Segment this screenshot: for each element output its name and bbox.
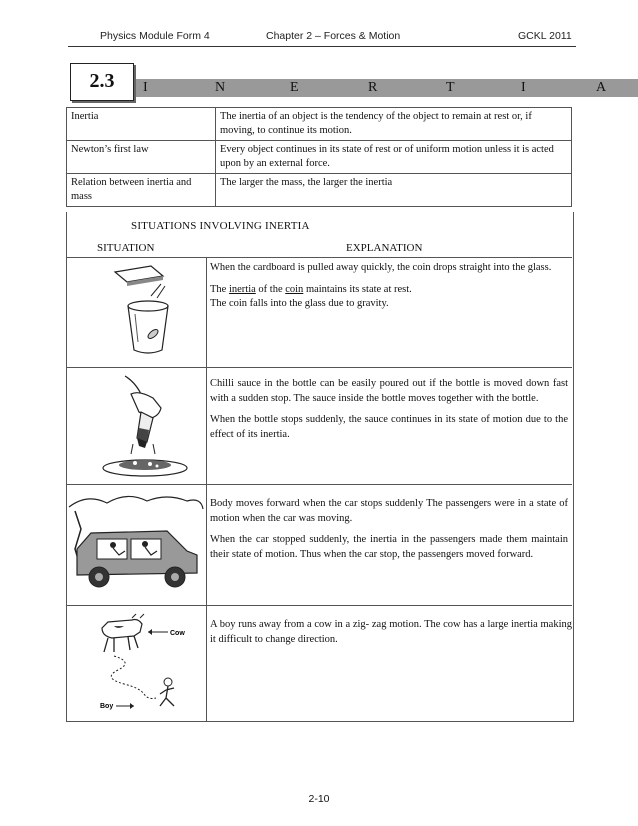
- explanation-cow: [210, 618, 572, 654]
- definitions-table: [66, 107, 572, 207]
- explanation-sauce: [210, 377, 568, 449]
- explanation-paragraph: Chilli sauce in the bottle can be easily poured out if the bottle is moved down fast with a sudden stop. The sauce inside the bottle moves together with the bottle.: [210, 378, 568, 404]
- explanation-paragraph: A boy runs away from a cow in a zig- zag motion. The cow has a large inertia making it difficult to change direction.: [210, 619, 572, 645]
- title-letter: I: [143, 80, 148, 95]
- title-letter: R: [368, 80, 378, 95]
- car-passengers-illustration: [67, 489, 205, 601]
- header-module: Physics Module Form 4: [100, 30, 210, 42]
- term-cell: Inertia: [67, 108, 216, 141]
- column-header-explanation: EXPLANATION: [346, 242, 423, 254]
- table-row: [67, 174, 572, 207]
- title-letter: E: [290, 80, 299, 95]
- page-number: 2-10: [308, 793, 330, 805]
- chilli-sauce-bottle-illustration: [95, 372, 195, 480]
- table-row: [67, 108, 572, 141]
- title-letter: A: [596, 80, 607, 95]
- explanation-coin: [210, 261, 568, 319]
- title-letter: T: [446, 80, 455, 95]
- explanation-paragraph: The coin falls into the glass due to gravity.: [210, 298, 389, 309]
- term-cell: Relation between inertia and mass: [67, 174, 216, 207]
- title-letter: N: [215, 80, 226, 95]
- table-row: [67, 141, 572, 174]
- row-divider: [66, 605, 572, 606]
- row-divider: [66, 484, 572, 485]
- column-header-situation: SITUATION: [97, 242, 155, 254]
- row-divider: [66, 367, 572, 368]
- row-divider: [66, 257, 572, 258]
- explanation-paragraph: When the cardboard is pulled away quickly, the coin drops straight into the glass.: [210, 262, 552, 273]
- title-letter: I: [521, 80, 526, 95]
- definition-cell: The inertia of an object is the tendency of the object to remain at rest or, if moving, to continue its motion.: [216, 108, 572, 141]
- explanation-paragraph: When the car stopped suddenly, the inertia in the passengers made them maintain their state of motion. Thus when the car stop, the passengers moved forward.: [210, 534, 568, 560]
- definition-cell: Every object continues in its state of rest or of uniform motion unless it is acted upon by an external force.: [216, 141, 572, 174]
- boy-cow-illustration: [84, 610, 202, 718]
- section-title-bar: [130, 79, 638, 97]
- explanation-paragraph: Body moves forward when the car stops suddenly The passengers were in a state of motion when the car was moving.: [210, 498, 568, 524]
- term-cell: Newton’s first law: [67, 141, 216, 174]
- coin-card-glass-illustration: [105, 262, 195, 362]
- column-divider: [206, 257, 207, 721]
- header-chapter: Chapter 2 – Forces & Motion: [266, 30, 401, 42]
- cow-label: Cow: [170, 630, 185, 637]
- explanation-car: [210, 497, 568, 569]
- section-number: 2.3: [70, 63, 134, 101]
- definition-cell: The larger the mass, the larger the inertia: [216, 174, 572, 207]
- situations-title: SITUATIONS INVOLVING INERTIA: [131, 220, 310, 232]
- explanation-paragraph: The inertia of the coin maintains its state at rest.: [210, 283, 412, 295]
- running-header: [68, 30, 576, 47]
- boy-label: Boy: [100, 703, 114, 710]
- header-school: GCKL 2011: [518, 30, 572, 42]
- explanation-paragraph: When the bottle stops suddenly, the sauce continues in its state of motion due to the effect of its inertia.: [210, 414, 568, 440]
